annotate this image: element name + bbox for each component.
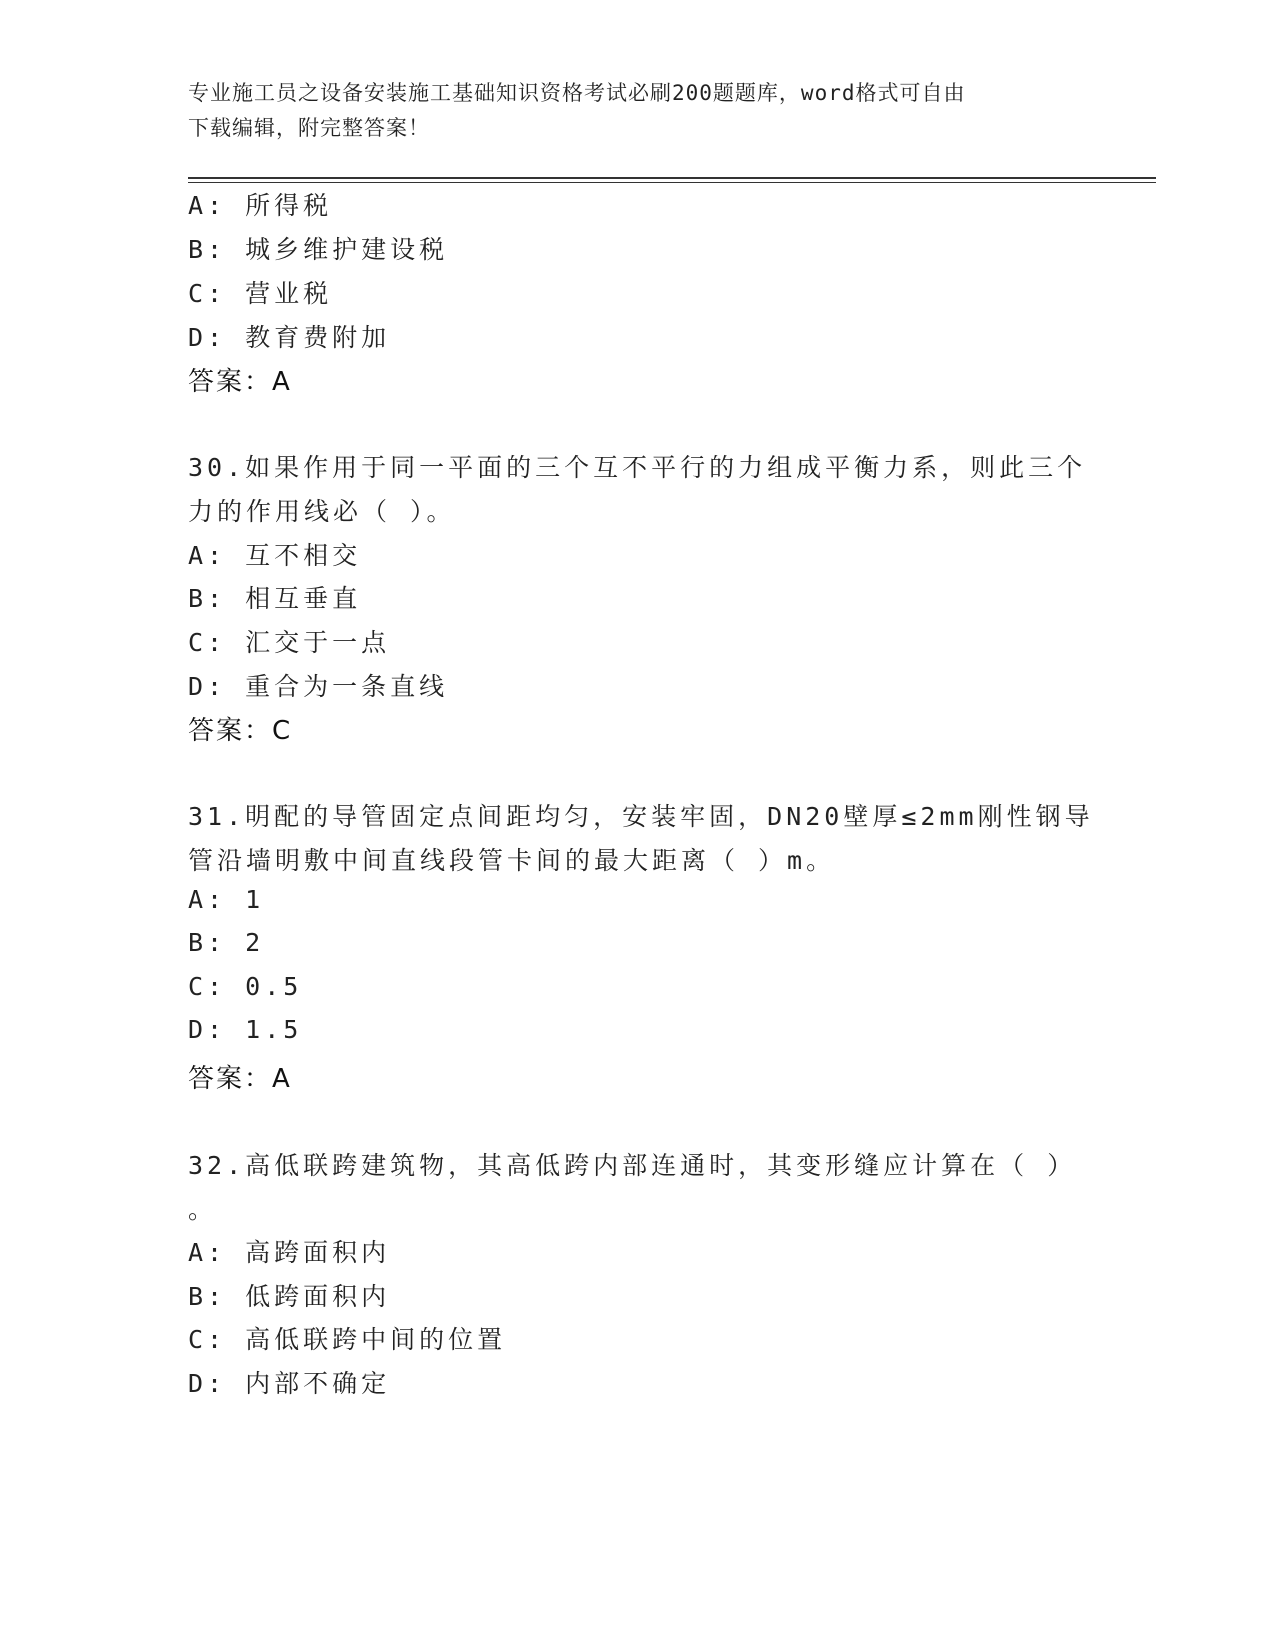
- q31-option-d: D: 1.5: [188, 1015, 303, 1044]
- q31-stem-line-2: 管沿墙明敷中间直线段管卡间的最大距离（ ）m。: [188, 846, 836, 875]
- q31-option-b: B: 2: [188, 928, 265, 957]
- q31-answer: 答案：A: [188, 1064, 292, 1094]
- q29-option-b: B: 城乡维护建设税: [188, 235, 449, 264]
- q31-stem-line-1: 31.明配的导管固定点间距均匀，安装牢固，DN20壁厚≤2mm刚性钢导: [188, 802, 1094, 831]
- header-divider-thin: [188, 182, 1156, 183]
- q29-answer: 答案：A: [188, 367, 292, 397]
- q30-stem-line-1: 30.如果作用于同一平面的三个互不平行的力组成平衡力系，则此三个: [188, 453, 1087, 482]
- q29-option-c: C: 营业税: [188, 279, 333, 308]
- q32-stem-line-1: 32.高低联跨建筑物，其高低跨内部连通时，其变形缝应计算在（ ）: [188, 1151, 1077, 1180]
- q32-option-b: B: 低跨面积内: [188, 1282, 391, 1311]
- header-line-1: 专业施工员之设备安装施工基础知识资格考试必刷200题题库，word格式可自由: [188, 81, 966, 105]
- q30-stem-line-2: 力的作用线必（ ）。: [188, 497, 456, 526]
- q32-stem-line-2: 。: [188, 1195, 218, 1224]
- document-header: [188, 76, 1068, 146]
- q31-option-c: C: 0.5: [188, 972, 303, 1001]
- q31-option-a: A: 1: [188, 885, 265, 914]
- q32-option-d: D: 内部不确定: [188, 1369, 391, 1398]
- header-line-2: 下载编辑，附完整答案！: [188, 116, 430, 140]
- q30-option-a: A: 互不相交: [188, 541, 362, 570]
- q29-option-a: A: 所得税: [188, 191, 333, 220]
- q30-answer: 答案：C: [188, 716, 293, 746]
- q30-option-b: B: 相互垂直: [188, 584, 362, 613]
- q32-option-c: C: 高低联跨中间的位置: [188, 1325, 507, 1354]
- q30-option-c: C: 汇交于一点: [188, 628, 391, 657]
- q29-option-d: D: 教育费附加: [188, 323, 391, 352]
- q30-option-d: D: 重合为一条直线: [188, 672, 449, 701]
- header-divider-thick: [188, 177, 1156, 179]
- q32-option-a: A: 高跨面积内: [188, 1238, 391, 1267]
